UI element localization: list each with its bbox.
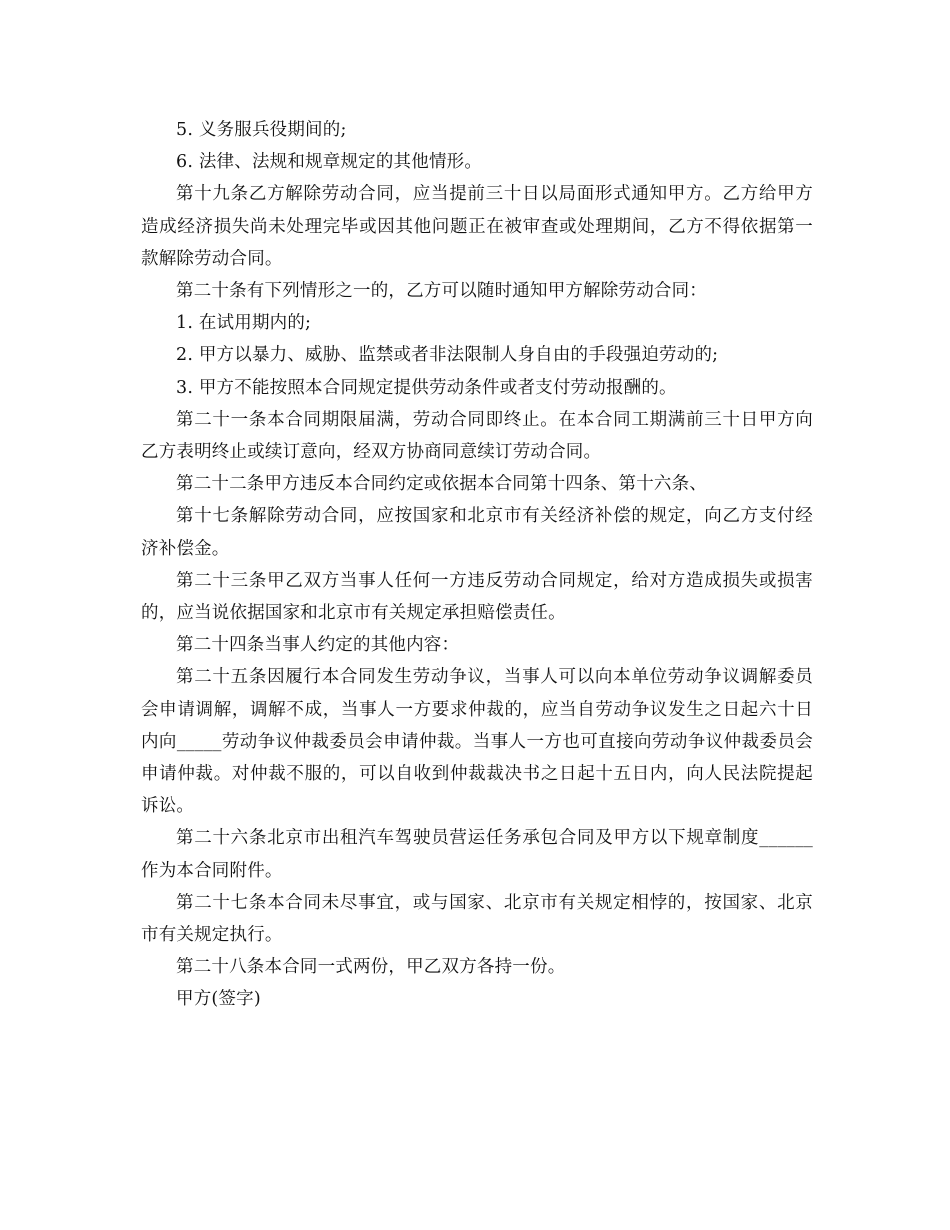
- article-20-item-1: 1. 在试用期内的;: [176, 313, 312, 334]
- article-20-item-2: 2. 甲方以暴力、威胁、监禁或者非法限制人身自由的手段强迫劳动的;: [176, 345, 719, 366]
- party-a-signature-label: 甲方(签字): [176, 989, 261, 1010]
- article-20-item-3: 3. 甲方不能按照本合同规定提供劳动条件或者支付劳动报酬的。: [176, 377, 677, 398]
- article-24: 第二十四条当事人约定的其他内容：: [176, 635, 460, 656]
- article-22: 第二十二条甲方违反本合同约定或依据本合同第十四条、第十六条、: [176, 474, 707, 495]
- article-27: 第二十七条本合同未尽事宜，或与国家、北京市有关规定相悖的，按国家、北京市有关规定执行。: [141, 892, 813, 946]
- paragraph-item-5: 5. 义务服兵役期间的;: [176, 120, 347, 140]
- article-20: 第二十条有下列情形之一的，乙方可以随时通知甲方解除劳动合同：: [176, 281, 707, 302]
- contract-body: [141, 114, 813, 1016]
- article-28: 第二十八条本合同一式两份，甲乙双方各持一份。: [176, 957, 566, 978]
- paragraph-item-6: 6. 法律、法规和规章规定的其他情形。: [176, 152, 483, 173]
- article-23: 第二十三条甲乙双方当事人任何一方违反劳动合同规定，给对方造成损失或损害的，应当说依据国家和北京市有关规定承担赔偿责任。: [141, 570, 813, 624]
- article-22-continued: 第十七条解除劳动合同，应按国家和北京市有关经济补偿的规定，向乙方支付经济补偿金。: [141, 506, 813, 559]
- article-26: 第二十六条北京市出租汽车驾驶员营运任务承包合同及甲方以下规章制度______作为本合同附件。: [141, 828, 813, 881]
- article-25: 第二十五条因履行本合同发生劳动争议，当事人可以向本单位劳动争议调解委员会申请调解，调解不成，当事人一方要求仲裁的，应当自劳动争议发生之日起六十日内向_____劳动争议仲裁委员会申请仲裁。当事人一方也可直接向劳动争议仲裁委员会申请仲裁。对仲裁不服的，可以自收到仲裁裁决书之日起十五日内，向人民法院提起诉讼。: [141, 667, 813, 817]
- article-19: 第十九条乙方解除劳动合同，应当提前三十日以局面形式通知甲方。乙方给甲方造成经济损失尚未处理完毕或因其他问题正在被审查或处理期间，乙方不得依据第一款解除劳动合同。: [141, 184, 813, 269]
- article-21: 第二十一条本合同期限届满，劳动合同即终止。在本合同工期满前三十日甲方向乙方表明终止或续订意向，经双方协商同意续订劳动合同。: [141, 409, 813, 463]
